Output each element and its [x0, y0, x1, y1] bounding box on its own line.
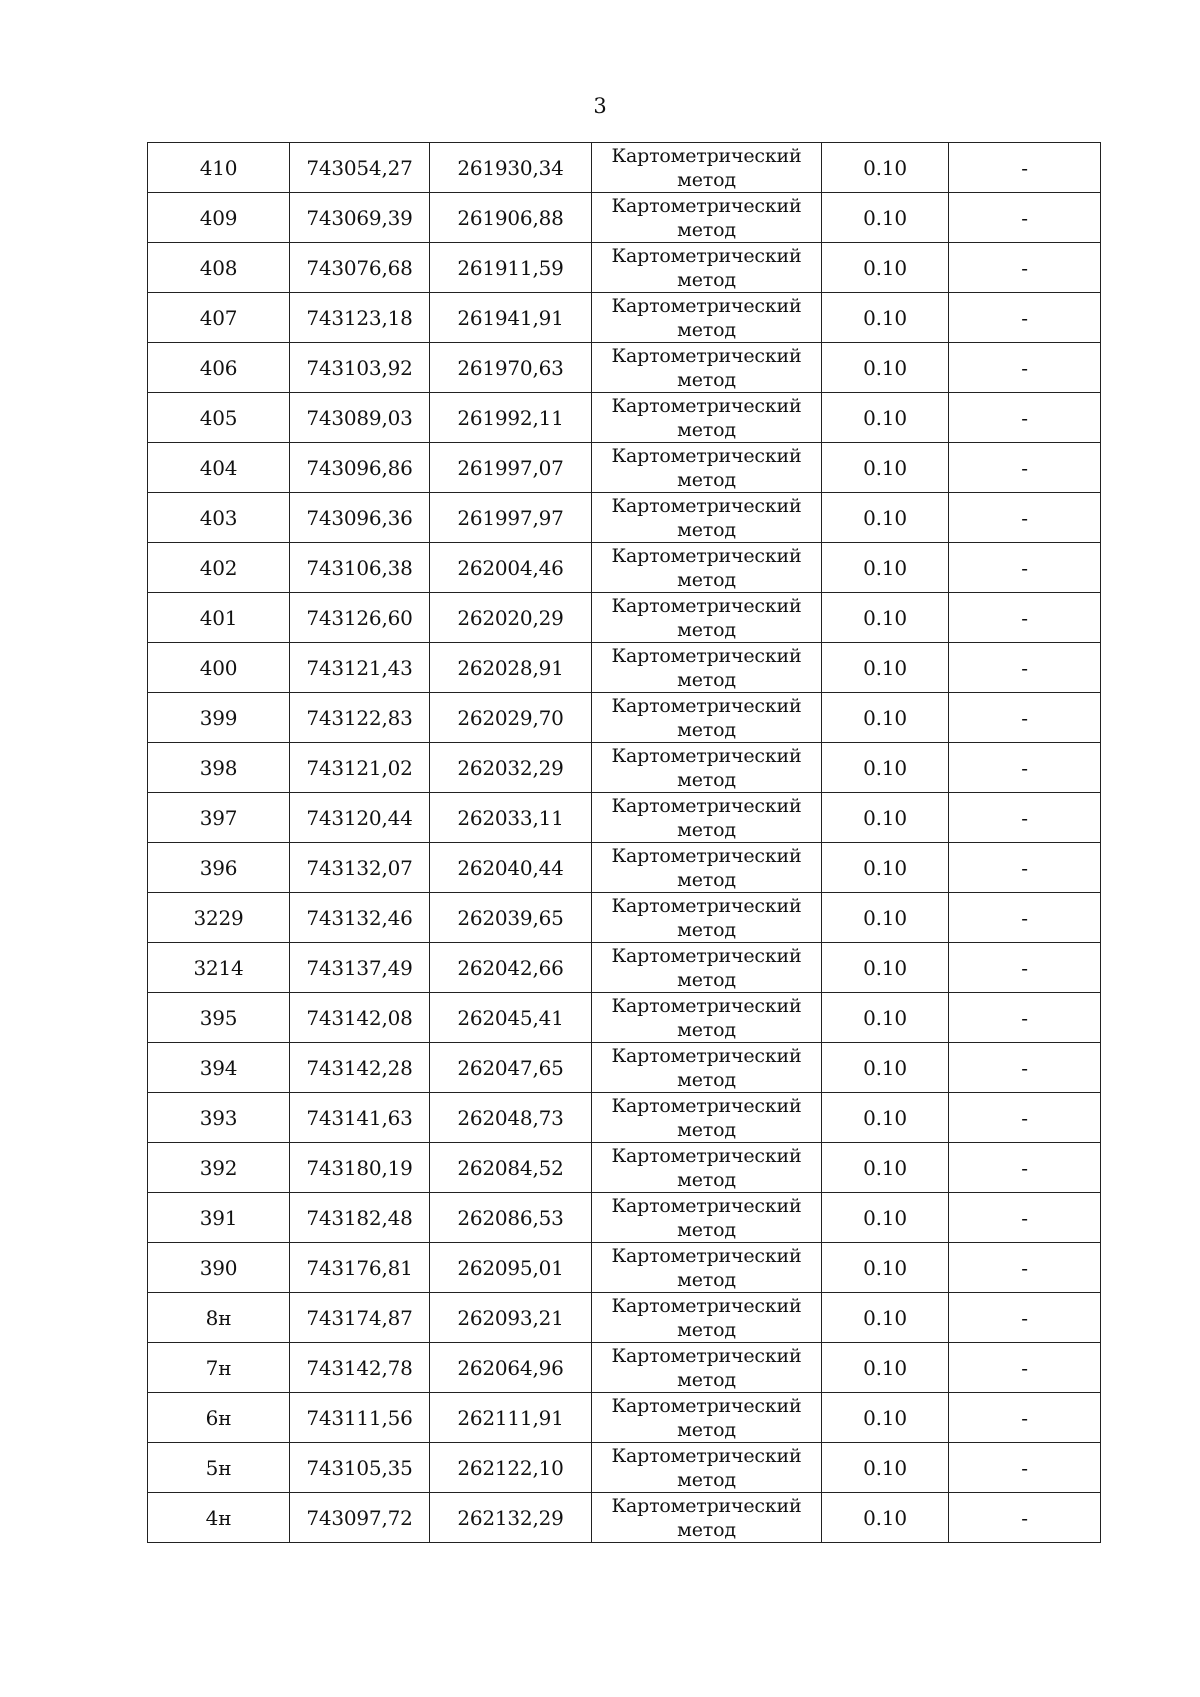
x-coordinate-cell: 743141,63: [290, 1093, 430, 1143]
page-number: 3: [593, 94, 607, 118]
table-row: [148, 243, 1101, 293]
x-coordinate-cell: 743111,56: [290, 1393, 430, 1443]
method-cell: [592, 1143, 822, 1193]
table-row: [148, 1393, 1101, 1443]
method-text: Картометрический метод: [611, 995, 802, 1041]
y-coordinate-cell: 262095,01: [430, 1243, 592, 1293]
y-coordinate-cell: 262042,66: [430, 943, 592, 993]
method-text: Картометрический метод: [611, 695, 802, 741]
note-cell: -: [949, 743, 1101, 793]
table-row: [148, 493, 1101, 543]
note-cell: -: [949, 1043, 1101, 1093]
table-row: [148, 293, 1101, 343]
point-number-cell: 5н: [148, 1443, 290, 1493]
method-cell: [592, 943, 822, 993]
y-coordinate-cell: 262122,10: [430, 1443, 592, 1493]
point-number-cell: 408: [148, 243, 290, 293]
x-coordinate-cell: 743123,18: [290, 293, 430, 343]
note-cell: -: [949, 193, 1101, 243]
y-coordinate-cell: 262064,96: [430, 1343, 592, 1393]
y-coordinate-cell: 262040,44: [430, 843, 592, 893]
method-cell: [592, 693, 822, 743]
y-coordinate-cell: 262093,21: [430, 1293, 592, 1343]
accuracy-cell: 0.10: [822, 693, 949, 743]
table-row: [148, 743, 1101, 793]
method-text: Картометрический метод: [611, 345, 802, 391]
x-coordinate-cell: 743105,35: [290, 1443, 430, 1493]
y-coordinate-cell: 261941,91: [430, 293, 592, 343]
method-text: Картометрический метод: [611, 795, 802, 841]
accuracy-cell: 0.10: [822, 1143, 949, 1193]
y-coordinate-cell: 262020,29: [430, 593, 592, 643]
point-number-cell: 3229: [148, 893, 290, 943]
table-row: [148, 543, 1101, 593]
point-number-cell: 8н: [148, 1293, 290, 1343]
table-row: [148, 893, 1101, 943]
accuracy-cell: 0.10: [822, 1243, 949, 1293]
method-cell: [592, 843, 822, 893]
method-cell: [592, 1193, 822, 1243]
accuracy-cell: 0.10: [822, 343, 949, 393]
note-cell: -: [949, 443, 1101, 493]
x-coordinate-cell: 743132,46: [290, 893, 430, 943]
method-text: Картометрический метод: [611, 395, 802, 441]
y-coordinate-cell: 262032,29: [430, 743, 592, 793]
accuracy-cell: 0.10: [822, 493, 949, 543]
accuracy-cell: 0.10: [822, 143, 949, 193]
note-cell: -: [949, 1393, 1101, 1443]
table-row: [148, 1043, 1101, 1093]
accuracy-cell: 0.10: [822, 893, 949, 943]
accuracy-cell: 0.10: [822, 943, 949, 993]
point-number-cell: 396: [148, 843, 290, 893]
method-text: Картометрический метод: [611, 645, 802, 691]
note-cell: -: [949, 943, 1101, 993]
x-coordinate-cell: 743076,68: [290, 243, 430, 293]
note-cell: -: [949, 793, 1101, 843]
x-coordinate-cell: 743069,39: [290, 193, 430, 243]
point-number-cell: 409: [148, 193, 290, 243]
table-row: [148, 593, 1101, 643]
table-row: [148, 943, 1101, 993]
method-text: Картометрический метод: [611, 1295, 802, 1341]
x-coordinate-cell: 743126,60: [290, 593, 430, 643]
accuracy-cell: 0.10: [822, 593, 949, 643]
method-cell: [592, 893, 822, 943]
table-row: [148, 193, 1101, 243]
table-row: [148, 993, 1101, 1043]
coordinates-table: [147, 142, 1101, 1543]
method-cell: [592, 1243, 822, 1293]
note-cell: -: [949, 593, 1101, 643]
table-row: [148, 1243, 1101, 1293]
accuracy-cell: 0.10: [822, 993, 949, 1043]
method-cell: [592, 393, 822, 443]
x-coordinate-cell: 743122,83: [290, 693, 430, 743]
method-cell: [592, 293, 822, 343]
method-text: Картометрический метод: [611, 1345, 802, 1391]
note-cell: -: [949, 1193, 1101, 1243]
point-number-cell: 399: [148, 693, 290, 743]
method-cell: [592, 993, 822, 1043]
method-cell: [592, 1043, 822, 1093]
table-row: [148, 1193, 1101, 1243]
accuracy-cell: 0.10: [822, 243, 949, 293]
table-row: [148, 1143, 1101, 1193]
table-row: [148, 843, 1101, 893]
method-text: Картометрический метод: [611, 895, 802, 941]
point-number-cell: 3214: [148, 943, 290, 993]
point-number-cell: 405: [148, 393, 290, 443]
method-text: Картометрический метод: [611, 445, 802, 491]
point-number-cell: 6н: [148, 1393, 290, 1443]
coordinates-table-body: [148, 143, 1101, 1543]
y-coordinate-cell: 262047,65: [430, 1043, 592, 1093]
y-coordinate-cell: 262048,73: [430, 1093, 592, 1143]
accuracy-cell: 0.10: [822, 743, 949, 793]
point-number-cell: 392: [148, 1143, 290, 1193]
note-cell: -: [949, 843, 1101, 893]
y-coordinate-cell: 261906,88: [430, 193, 592, 243]
x-coordinate-cell: 743142,28: [290, 1043, 430, 1093]
method-text: Картометрический метод: [611, 145, 802, 191]
point-number-cell: 400: [148, 643, 290, 693]
point-number-cell: 403: [148, 493, 290, 543]
x-coordinate-cell: 743182,48: [290, 1193, 430, 1243]
y-coordinate-cell: 262045,41: [430, 993, 592, 1043]
y-coordinate-cell: 262039,65: [430, 893, 592, 943]
accuracy-cell: 0.10: [822, 1393, 949, 1443]
method-cell: [592, 1493, 822, 1543]
x-coordinate-cell: 743096,86: [290, 443, 430, 493]
note-cell: -: [949, 243, 1101, 293]
note-cell: -: [949, 1443, 1101, 1493]
method-cell: [592, 1343, 822, 1393]
note-cell: -: [949, 393, 1101, 443]
accuracy-cell: 0.10: [822, 443, 949, 493]
x-coordinate-cell: 743137,49: [290, 943, 430, 993]
method-text: Картометрический метод: [611, 1395, 802, 1441]
accuracy-cell: 0.10: [822, 1193, 949, 1243]
method-cell: [592, 1393, 822, 1443]
y-coordinate-cell: 261997,07: [430, 443, 592, 493]
y-coordinate-cell: 262132,29: [430, 1493, 592, 1543]
note-cell: -: [949, 1293, 1101, 1343]
note-cell: -: [949, 1493, 1101, 1543]
accuracy-cell: 0.10: [822, 543, 949, 593]
accuracy-cell: 0.10: [822, 393, 949, 443]
accuracy-cell: 0.10: [822, 293, 949, 343]
method-text: Картометрический метод: [611, 1095, 802, 1141]
method-text: Картометрический метод: [611, 945, 802, 991]
method-cell: [592, 743, 822, 793]
point-number-cell: 4н: [148, 1493, 290, 1543]
point-number-cell: 402: [148, 543, 290, 593]
x-coordinate-cell: 743103,92: [290, 343, 430, 393]
accuracy-cell: 0.10: [822, 1043, 949, 1093]
table-row: [148, 1343, 1101, 1393]
point-number-cell: 7н: [148, 1343, 290, 1393]
note-cell: -: [949, 1343, 1101, 1393]
method-text: Картометрический метод: [611, 595, 802, 641]
method-cell: [592, 1293, 822, 1343]
method-text: Картометрический метод: [611, 495, 802, 541]
method-text: Картометрический метод: [611, 845, 802, 891]
note-cell: -: [949, 1243, 1101, 1293]
y-coordinate-cell: 262028,91: [430, 643, 592, 693]
y-coordinate-cell: 262086,53: [430, 1193, 592, 1243]
accuracy-cell: 0.10: [822, 1443, 949, 1493]
method-text: Картометрический метод: [611, 195, 802, 241]
method-text: Картометрический метод: [611, 1195, 802, 1241]
table-row: [148, 1093, 1101, 1143]
method-cell: [592, 443, 822, 493]
method-cell: [592, 143, 822, 193]
note-cell: -: [949, 893, 1101, 943]
table-row: [148, 443, 1101, 493]
table-row: [148, 693, 1101, 743]
y-coordinate-cell: 261970,63: [430, 343, 592, 393]
x-coordinate-cell: 743142,78: [290, 1343, 430, 1393]
y-coordinate-cell: 261997,97: [430, 493, 592, 543]
method-cell: [592, 243, 822, 293]
point-number-cell: 393: [148, 1093, 290, 1143]
y-coordinate-cell: 261930,34: [430, 143, 592, 193]
table-row: [148, 1493, 1101, 1543]
accuracy-cell: 0.10: [822, 1493, 949, 1543]
method-text: Картометрический метод: [611, 1445, 802, 1491]
note-cell: -: [949, 343, 1101, 393]
point-number-cell: 406: [148, 343, 290, 393]
x-coordinate-cell: 743121,43: [290, 643, 430, 693]
x-coordinate-cell: 743174,87: [290, 1293, 430, 1343]
table-row: [148, 1293, 1101, 1343]
method-cell: [592, 1443, 822, 1493]
method-cell: [592, 193, 822, 243]
y-coordinate-cell: 262004,46: [430, 543, 592, 593]
table-row: [148, 643, 1101, 693]
method-text: Картометрический метод: [611, 545, 802, 591]
y-coordinate-cell: 262029,70: [430, 693, 592, 743]
note-cell: -: [949, 693, 1101, 743]
note-cell: -: [949, 1143, 1101, 1193]
note-cell: -: [949, 643, 1101, 693]
x-coordinate-cell: 743096,36: [290, 493, 430, 543]
x-coordinate-cell: 743089,03: [290, 393, 430, 443]
accuracy-cell: 0.10: [822, 643, 949, 693]
table-row: [148, 143, 1101, 193]
method-text: Картометрический метод: [611, 1495, 802, 1541]
accuracy-cell: 0.10: [822, 1093, 949, 1143]
point-number-cell: 398: [148, 743, 290, 793]
table-row: [148, 343, 1101, 393]
method-cell: [592, 593, 822, 643]
point-number-cell: 395: [148, 993, 290, 1043]
x-coordinate-cell: 743097,72: [290, 1493, 430, 1543]
y-coordinate-cell: 262111,91: [430, 1393, 592, 1443]
method-text: Картометрический метод: [611, 245, 802, 291]
y-coordinate-cell: 261911,59: [430, 243, 592, 293]
method-cell: [592, 493, 822, 543]
x-coordinate-cell: 743176,81: [290, 1243, 430, 1293]
point-number-cell: 401: [148, 593, 290, 643]
note-cell: -: [949, 143, 1101, 193]
x-coordinate-cell: 743180,19: [290, 1143, 430, 1193]
accuracy-cell: 0.10: [822, 193, 949, 243]
method-text: Картометрический метод: [611, 295, 802, 341]
note-cell: -: [949, 543, 1101, 593]
note-cell: -: [949, 493, 1101, 543]
point-number-cell: 404: [148, 443, 290, 493]
method-cell: [592, 1093, 822, 1143]
method-text: Картометрический метод: [611, 1145, 802, 1191]
point-number-cell: 410: [148, 143, 290, 193]
point-number-cell: 390: [148, 1243, 290, 1293]
method-text: Картометрический метод: [611, 1045, 802, 1091]
note-cell: -: [949, 1093, 1101, 1143]
method-cell: [592, 793, 822, 843]
x-coordinate-cell: 743120,44: [290, 793, 430, 843]
point-number-cell: 391: [148, 1193, 290, 1243]
method-cell: [592, 343, 822, 393]
note-cell: -: [949, 293, 1101, 343]
point-number-cell: 397: [148, 793, 290, 843]
method-text: Картометрический метод: [611, 1245, 802, 1291]
x-coordinate-cell: 743054,27: [290, 143, 430, 193]
method-cell: [592, 543, 822, 593]
y-coordinate-cell: 261992,11: [430, 393, 592, 443]
y-coordinate-cell: 262033,11: [430, 793, 592, 843]
method-cell: [592, 643, 822, 693]
x-coordinate-cell: 743121,02: [290, 743, 430, 793]
method-text: Картометрический метод: [611, 745, 802, 791]
note-cell: -: [949, 993, 1101, 1043]
x-coordinate-cell: 743106,38: [290, 543, 430, 593]
table-row: [148, 393, 1101, 443]
accuracy-cell: 0.10: [822, 843, 949, 893]
point-number-cell: 394: [148, 1043, 290, 1093]
point-number-cell: 407: [148, 293, 290, 343]
x-coordinate-cell: 743142,08: [290, 993, 430, 1043]
accuracy-cell: 0.10: [822, 1343, 949, 1393]
table-row: [148, 1443, 1101, 1493]
table-row: [148, 793, 1101, 843]
x-coordinate-cell: 743132,07: [290, 843, 430, 893]
y-coordinate-cell: 262084,52: [430, 1143, 592, 1193]
accuracy-cell: 0.10: [822, 793, 949, 843]
accuracy-cell: 0.10: [822, 1293, 949, 1343]
